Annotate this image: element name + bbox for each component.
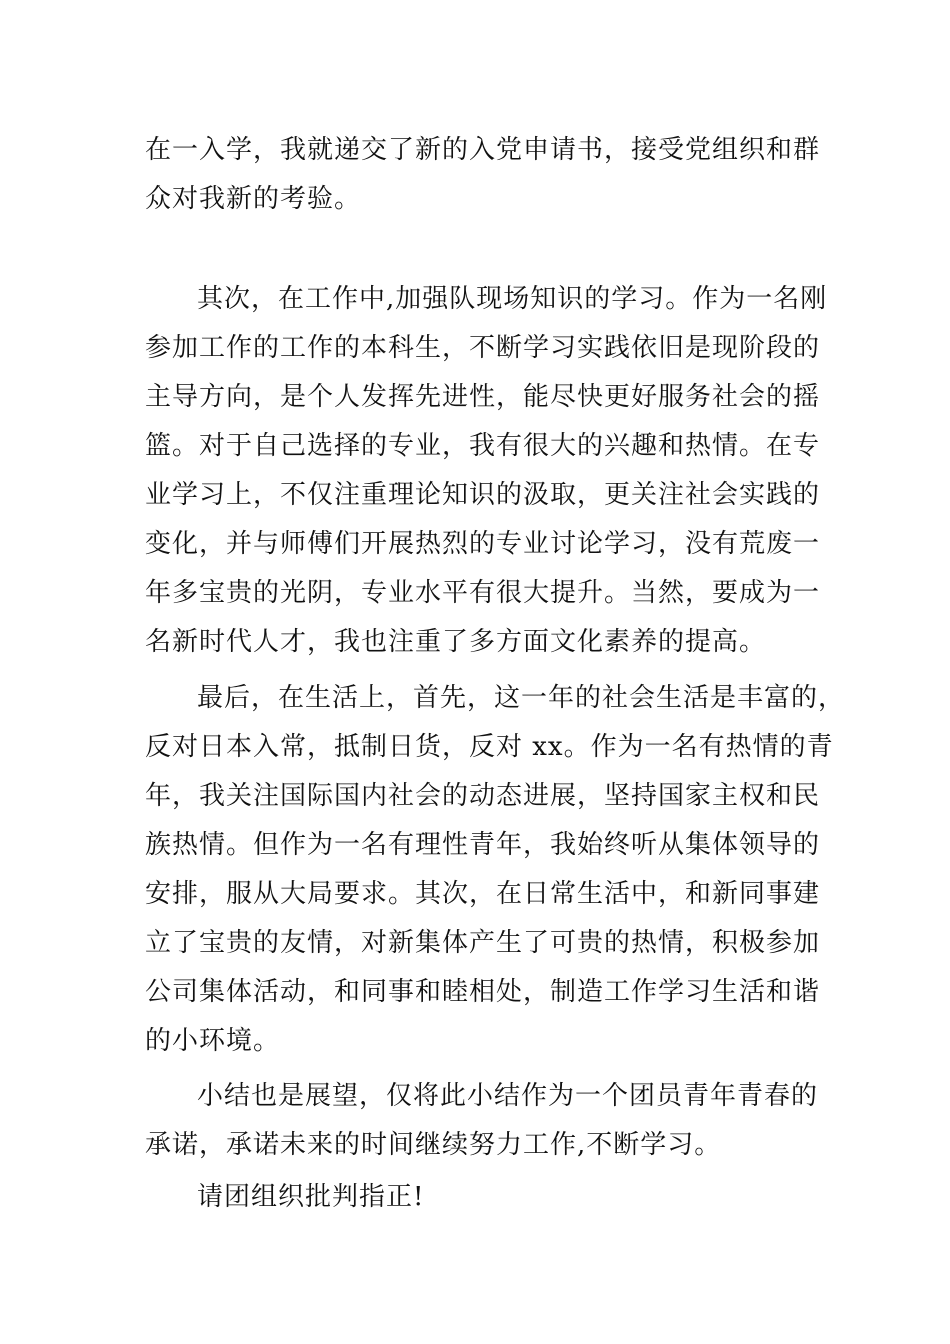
text-line: 的小环境。 <box>145 1026 281 1056</box>
text-line: 在一入学，我就递交了新的入党申请书，接受党组织和群 <box>145 135 821 165</box>
paragraph-life <box>145 674 846 1066</box>
paragraph-intro <box>145 126 825 224</box>
text-line: 请团组织批判指正! <box>197 1182 425 1212</box>
text-line: 安排，服从大局要求。其次，在日常生活中，和新同事建 <box>145 879 821 909</box>
text-line: 业学习上，不仅注重理论知识的汲取，更关注社会实践的 <box>145 480 821 510</box>
text-line: 公司集体活动，和同事和睦相处，制造工作学习生活和谐 <box>145 977 821 1007</box>
text-line: 众对我新的考验。 <box>145 184 362 214</box>
text-line: 其次，在工作中,加强队现场知识的学习。作为一名刚 <box>197 284 828 314</box>
text-line: 年，我关注国际国内社会的动态进展，坚持国家主权和民 <box>145 781 821 811</box>
text-line: 变化，并与师傅们开展热烈的专业讨论学习，没有荒废一 <box>145 529 821 559</box>
text-line: 篮。对于自己选择的专业，我有很大的兴趣和热情。在专 <box>145 431 821 461</box>
paragraph-work <box>145 275 828 667</box>
text-line: 反对日本入常，抵制日货，反对 xx。作为一名有热情的青 <box>145 732 834 762</box>
paragraph-summary <box>145 1072 825 1170</box>
text-line: 主导方向，是个人发挥先进性，能尽快更好服务社会的摇 <box>145 382 821 412</box>
text-line: 最后，在生活上，首先，这一年的社会生活是丰富的， <box>197 683 846 713</box>
text-line: 小结也是展望，仅将此小结作为一个团员青年青春的 <box>197 1081 819 1111</box>
text-line: 参加工作的工作的本科生，不断学习实践依旧是现阶段的 <box>145 333 821 363</box>
text-line: 承诺，承诺未来的时间继续努力工作,不断学习。 <box>145 1130 722 1160</box>
text-line: 族热情。但作为一名有理性青年，我始终听从集体领导的 <box>145 830 821 860</box>
paragraph-closing <box>145 1173 825 1222</box>
text-line: 年多宝贵的光阴，专业水平有很大提升。当然，要成为一 <box>145 578 821 608</box>
text-line: 名新时代人才，我也注重了多方面文化素养的提高。 <box>145 627 767 657</box>
text-line: 立了宝贵的友情，对新集体产生了可贵的热情，积极参加 <box>145 928 821 958</box>
